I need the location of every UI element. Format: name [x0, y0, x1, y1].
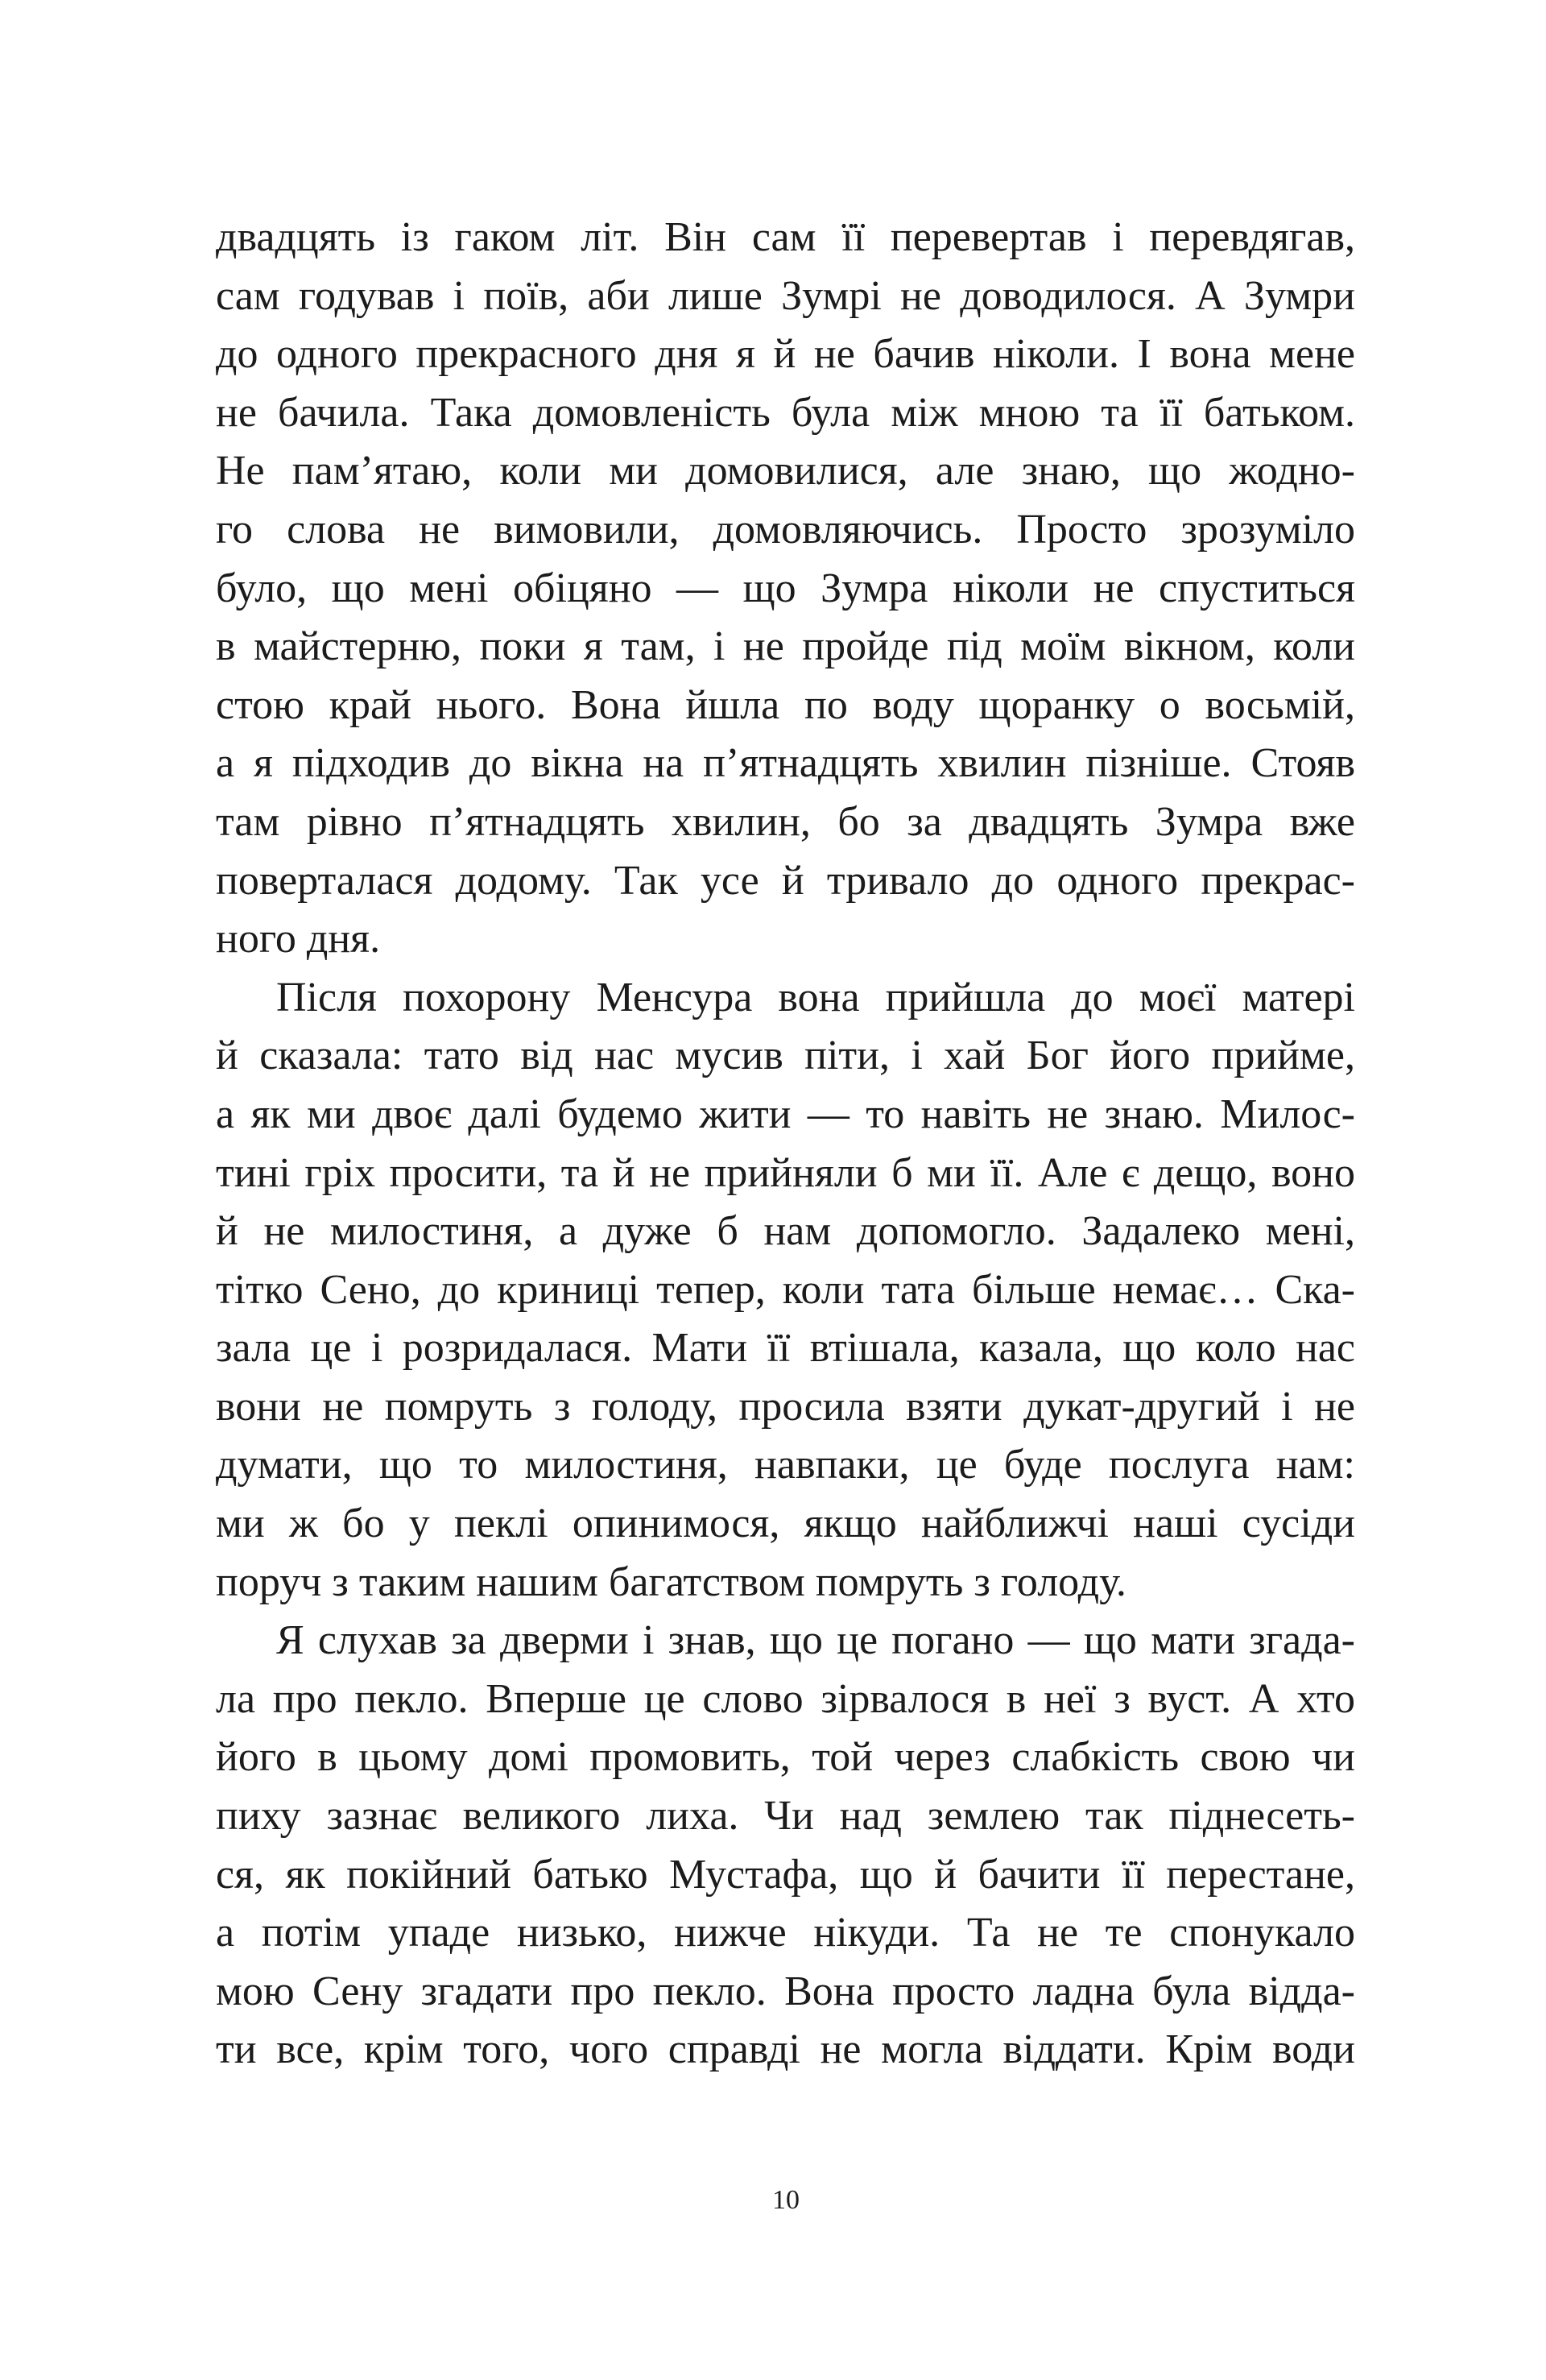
text-line-last: поруч з таким нашим багатством помруть з голоду.: [216, 1558, 1126, 1605]
text-line: го слова не вимовили, домовляючись. Просто зрозуміло: [216, 506, 1355, 553]
text-line: думати, що то милостиня, навпаки, це буде послуга нам:: [216, 1442, 1355, 1488]
text-line: мою Сену згадати про пекло. Вона просто ладна була відда-: [216, 1968, 1355, 2014]
text-line: тині гріх просити, та й не прийняли б ми її. Але є дещо, воно: [216, 1149, 1355, 1196]
text-line: ся, як покійний батько Мустафа, що й бачити її перестане,: [216, 1851, 1355, 1898]
text-line: зала це і розридалася. Мати її втішала, казала, що коло нас: [216, 1325, 1355, 1372]
text-line: до одного прекрасного дня я й не бачив ніколи. І вона мене: [216, 331, 1355, 378]
text-line: не бачила. Така домовленість була між мною та її батьком.: [216, 389, 1355, 436]
text-line: в майстерню, поки я там, і не пройде під моїм вікном, коли: [216, 623, 1355, 670]
text-line: пиху зазнає великого лиха. Чи над землею так піднесеть-: [216, 1793, 1355, 1840]
paragraph-2: [216, 969, 1355, 1612]
text-line: ми ж бо у пеклі опинимося, якщо найближчі наші сусіди: [216, 1500, 1355, 1547]
text-line: ла про пекло. Вперше це слово зірвалося в неї з вуст. А хто: [216, 1675, 1355, 1722]
text-line: було, що мені обіцяно — що Зумра ніколи не спуститься: [216, 565, 1355, 611]
text-line: вони не помруть з голоду, просила взяти дукат-другий і не: [216, 1383, 1355, 1430]
text-line-last: ного дня.: [216, 916, 381, 962]
page-number: 10: [772, 2185, 800, 2215]
body-text: [216, 209, 1355, 2080]
paragraph-1: [216, 209, 1355, 969]
text-line: поверталася додому. Так усе й тривало до одного прекрас-: [216, 857, 1355, 904]
text-line: тітко Сено, до криниці тепер, коли тата більше немає… Ска-: [216, 1266, 1355, 1313]
text-line: сам годував і поїв, аби лише Зумрі не доводилося. А Зумри: [216, 272, 1355, 319]
text-line: а я підходив до вікна на п’ятнадцять хвилин пізніше. Стояв: [216, 740, 1355, 787]
text-line: Не пам’ятаю, коли ми домовилися, але знаю, що жодно-: [216, 448, 1355, 495]
text-line: його в цьому домі промовить, той через слабкість свою чи: [216, 1734, 1355, 1781]
text-line: й не милостиня, а дуже б нам допомогло. Задалеко мені,: [216, 1208, 1355, 1255]
text-line: там рівно п’ятнадцять хвилин, бо за двадцять Зумра вже: [216, 798, 1355, 845]
text-line: двадцять із гаком літ. Він сам її перевертав і перевдягав,: [216, 214, 1355, 260]
text-line: а потім упаде низько, нижче нікуди. Та не те спонукало: [216, 1910, 1355, 1956]
text-line: ти все, крім того, чого справді не могла віддати. Крім води: [216, 2026, 1355, 2073]
text-line-indented: Я слухав за дверми і знав, що це погано — що мати згада-: [276, 1617, 1355, 1664]
text-line: а як ми двоє далі будемо жити — то навіть не знаю. Милос-: [216, 1091, 1355, 1137]
text-line: й сказала: тато від нас мусив піти, і хай Бог його прийме,: [216, 1033, 1355, 1079]
text-line: стою край нього. Вона йшла по воду щоранку о восьмій,: [216, 681, 1355, 728]
text-line-indented: Після похорону Менсура вона прийшла до моєї матері: [276, 974, 1355, 1020]
paragraph-3: [216, 1612, 1355, 2080]
